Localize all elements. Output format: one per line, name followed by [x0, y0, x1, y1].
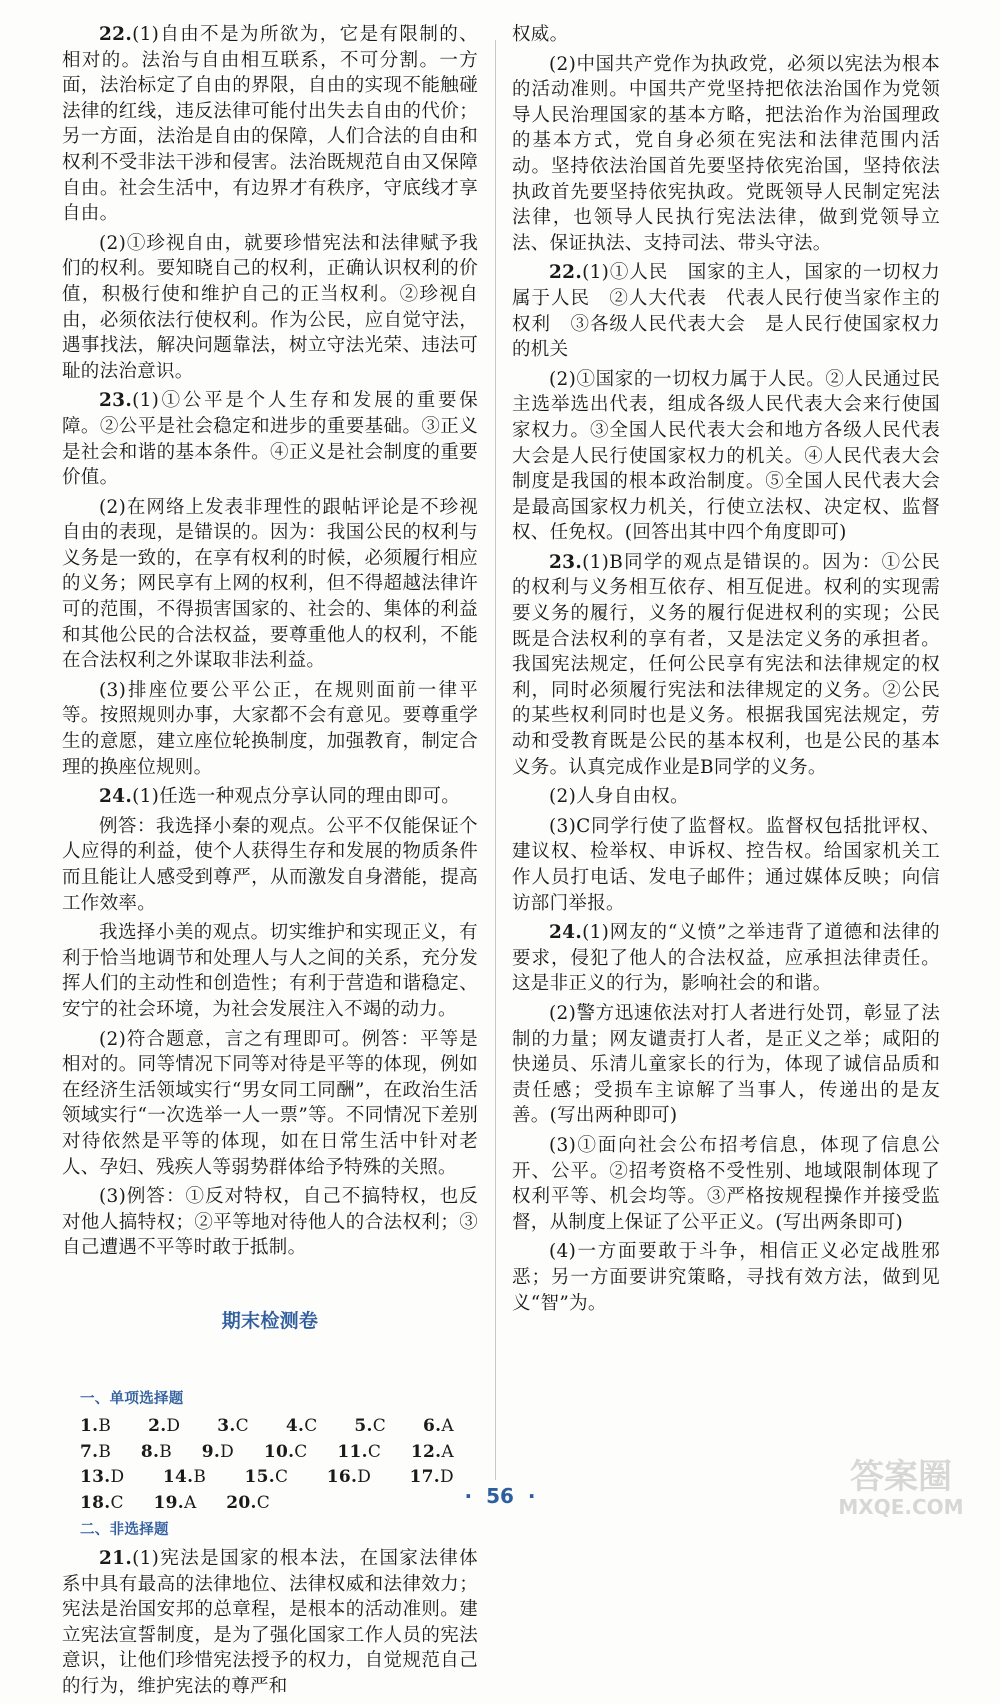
answer-item: 1.B	[80, 1416, 112, 1437]
section-title: 期末检测卷	[221, 1309, 319, 1332]
answer-21-continued: 权威。	[512, 24, 569, 45]
answer-text: (1)网友的“义愤”之举违背了道德和法律的要求，侵犯了他人的合法权益，应承担法律责任。这是非正义的行为，影响社会的和谐。	[512, 922, 940, 995]
page-number: · 56 ·	[464, 1484, 536, 1508]
answer-22-part2: (2)①国家的一切权力属于人民。②人民通过民主选举选出代表，组成各级人民代表大会来行使国家权力。③全国人民代表大会和地方各级人民代表大会是人民行使国家权力的机关。④人民代表大会制度是我国的根本政治制度。⑤全国人民代表大会是最高国家权力机关，行使立法权、决定权、监督权、任免权。(回答出其中四个角度即可)	[512, 368, 940, 544]
answer-24-example-b: 我选择小美的观点。切实维护和实现正义，有利于恰当地调节和处理人与人之间的关系，充分发挥人们的主动性和创造性；有利于营造和谐稳定、安宁的社会环境，为社会发展注入不竭的动力。	[62, 922, 478, 1020]
answer-item: 11.C	[337, 1441, 382, 1462]
answer-item: 18.C	[80, 1492, 124, 1513]
answer-item: 5.C	[354, 1416, 387, 1437]
answer-23-part3: (3)排座位要公平公正，在规则面前一律平等。按照规则办事，大家都不会有意见。要尊重学生的意愿，建立座位轮换制度，加强教育，制定合理的换座位规则。	[62, 679, 478, 778]
svg-text:答案圈: 答案圈	[850, 1457, 952, 1497]
answer-item: 12.A	[410, 1441, 454, 1462]
answer-21-part1	[62, 1546, 478, 1700]
answer-text: (1)任选一种观点分享认同的理由即可。	[132, 786, 461, 808]
answer-24-part3: (3)①面向社会公布招考信息，体现了信息公开、公平。②招考资格不受性别、地域限制体现了权利平等、机会均等。③严格按规程操作并接受监督，从制度上保证了公平正义。(写出两条即可)	[512, 1134, 940, 1233]
left-column	[62, 22, 478, 1704]
question-number: 23.	[99, 390, 133, 412]
answer-text: (1)B同学的观点是错误的。因为：①公民的权利与义务相互依存、相互促进。权利的实现需要义务的履行，义务的履行促进权利的实现；公民既是合法权利的享有者，又是法定义务的承担者。我国宪法规定，任何公民享有宪法和法律规定的权利，同时必须履行宪法和法律规定的义务。②公民的某些权利同时也是义务。根据我国宪法规定，劳动和受教育既是公民的基本权利，也是公民的基本义务。认真完成作业是B同学的义务。	[512, 551, 940, 778]
answer-24-example-a: 例答：我选择小秦的观点。公平不仅能保证个人应得的利益，使个人获得生存和发展的物质条件而且能让人感受到尊严，从而激发自身潜能，提高工作效率。	[62, 815, 478, 914]
answer-item: 10.C	[263, 1441, 308, 1462]
answer-item: 9.D	[201, 1441, 235, 1462]
question-number: 22.	[549, 262, 583, 284]
answer-text: (1)①人民 国家的主人，国家的一切权力属于人民 ②人大代表 代表人民行使当家作主的权利 ③各级人民代表大会 是人民行使国家权力的机关	[512, 262, 940, 361]
answer-24-part4: (4)一方面要敢于斗争，相信正义必定战胜邪恶；另一方面要讲究策略，寻找有效方法，做到见义“智”为。	[512, 1241, 940, 1314]
question-number: 24.	[549, 922, 583, 944]
heading-single-choice: 一、单项选择题	[80, 1390, 184, 1407]
answer-24-part1	[512, 920, 940, 997]
answer-item: 2.D	[148, 1416, 181, 1437]
answer-23-part2: (2)人身自由权。	[549, 786, 689, 808]
answer-item: 4.C	[285, 1416, 318, 1437]
answer-item: 19.A	[153, 1492, 197, 1513]
question-number: 21.	[99, 1548, 133, 1570]
answer-item: 7.B	[80, 1441, 112, 1462]
answer-23-part3: (3)C同学行使了监督权。监督权包括批评权、建议权、检举权、申诉权、控告权。给国家机关工作人员打电话、发电子邮件；通过媒体反映；向信访部门举报。	[512, 815, 940, 914]
answer-24-part2: (2)符合题意，言之有理即可。例答：平等是相对的。同等情况下同等对待是平等的体现，例如在经济生活领域实行“男女同工同酬”，在政治生活领域实行“一次选举一人一票”等。不同情况下差别对待依然是平等的体现，如在日常生活中针对老人、孕妇、残疾人等弱势群体给予特殊的关照。	[62, 1028, 478, 1178]
question-number: 23.	[549, 551, 583, 573]
answer-item: 17.D	[409, 1467, 454, 1488]
answer-22-part2: (2)①珍视自由，就要珍惜宪法和法律赋予我们的权利。要知晓自己的权利，正确认识权利的价值，积极行使和维护自己的正当权利。②珍视自由，必须依法行使权利。作为公民，应自觉守法，遇事找法，解决问题靠法，树立守法光荣、违法可耻的法治意识。	[62, 232, 478, 382]
answer-23-part1	[512, 550, 940, 780]
watermark-logo	[816, 1448, 986, 1520]
answer-text: (1)自由不是为所欲为，它是有限制的、相对的。法治与自由相互联系，不可分割。一方面，法治标定了自由的界限，自由的实现不能触碰法律的红线，违反法律可能付出失去自由的代价；另一方面，法治是自由的保障，人们合法的自由和权利不受非法干涉和侵害。法治既规范自由又保障自由。社会生活中，有边界才有秩序，守底线才享自由。	[62, 24, 478, 225]
answer-text: (1)宪法是国家的根本法，在国家法律体系中具有最高的法律地位、法律权威和法律效力；宪法是治国安邦的总章程，是根本的活动准则。建立宪法宣誓制度，是为了强化国家工作人员的宪法意识，让他们珍惜宪法授予的权力，自觉规范自己的行为，维护宪法的尊严和	[62, 1548, 478, 1698]
answer-24-part2: (2)警方迅速依法对打人者进行处罚，彰显了法制的力量；网友谴责打人者，是正义之举；咸阳的快递员、乐清儿童家长的行为，体现了诚信品质和责任感；受损车主谅解了当事人，传递出的是友善。(写出两种即可)	[512, 1002, 940, 1127]
answer-item: 20.C	[226, 1492, 271, 1513]
answer-23-part2: (2)在网络上发表非理性的跟帖评论是不珍视自由的表现，是错误的。因为：我国公民的权利与义务是一致的，在享有权利的时候，必须履行相应的义务；网民享有上网的权利，但不得超越法律许可的范围，不得损害国家的、社会的、集体的利益和其他公民的合法权益，要尊重他人的权利，不能在合法权利之外谋取非法利益。	[62, 496, 478, 672]
heading-non-choice: 二、非选择题	[80, 1522, 169, 1539]
right-column	[512, 22, 940, 1320]
answer-22-part1	[512, 260, 940, 362]
answer-24-part3: (3)例答：①反对特权，自己不搞特权，也反对他人搞特权；②平等地对待他人的合法权利；③自己遭遇不平等时敢于抵制。	[62, 1186, 478, 1259]
answer-item: 13.D	[80, 1467, 125, 1488]
answer-text: (1)①公平是个人生存和发展的重要保障。②公平是社会稳定和进步的重要基础。③正义是社会和谐的基本条件。④正义是社会制度的重要价值。	[62, 390, 478, 489]
answer-item: 6.A	[423, 1416, 454, 1437]
answer-21-part2: (2)中国共产党作为执政党，必须以宪法为根本的活动准则。中国共产党坚持把依法治国作为党领导人民治理国家的基本方略，把法治作为治国理政的基本方式，党自身必须在宪法和法律范围内活动。坚持依法治国首先要坚持依宪治国，坚持依法执政首先要坚持依宪执政。党既领导人民制定宪法法律，也领导人民执行宪法法律，做到党领导立法、保证执法、支持司法、带头守法。	[512, 53, 940, 254]
answer-item: 16.D	[326, 1467, 372, 1488]
question-number: 24.	[99, 786, 133, 808]
column-divider	[495, 40, 496, 1480]
svg-text:MXQE.COM: MXQE.COM	[838, 1495, 964, 1519]
answer-23-part1	[62, 388, 478, 490]
answer-item: 8.B	[140, 1441, 173, 1462]
question-number: 22.	[99, 24, 133, 45]
answer-24-part1	[62, 784, 478, 810]
answer-item: 3.C	[217, 1416, 249, 1437]
answer-item: 14.B	[162, 1467, 207, 1488]
answer-22-part1	[62, 22, 478, 227]
answer-item: 15.C	[244, 1467, 289, 1488]
